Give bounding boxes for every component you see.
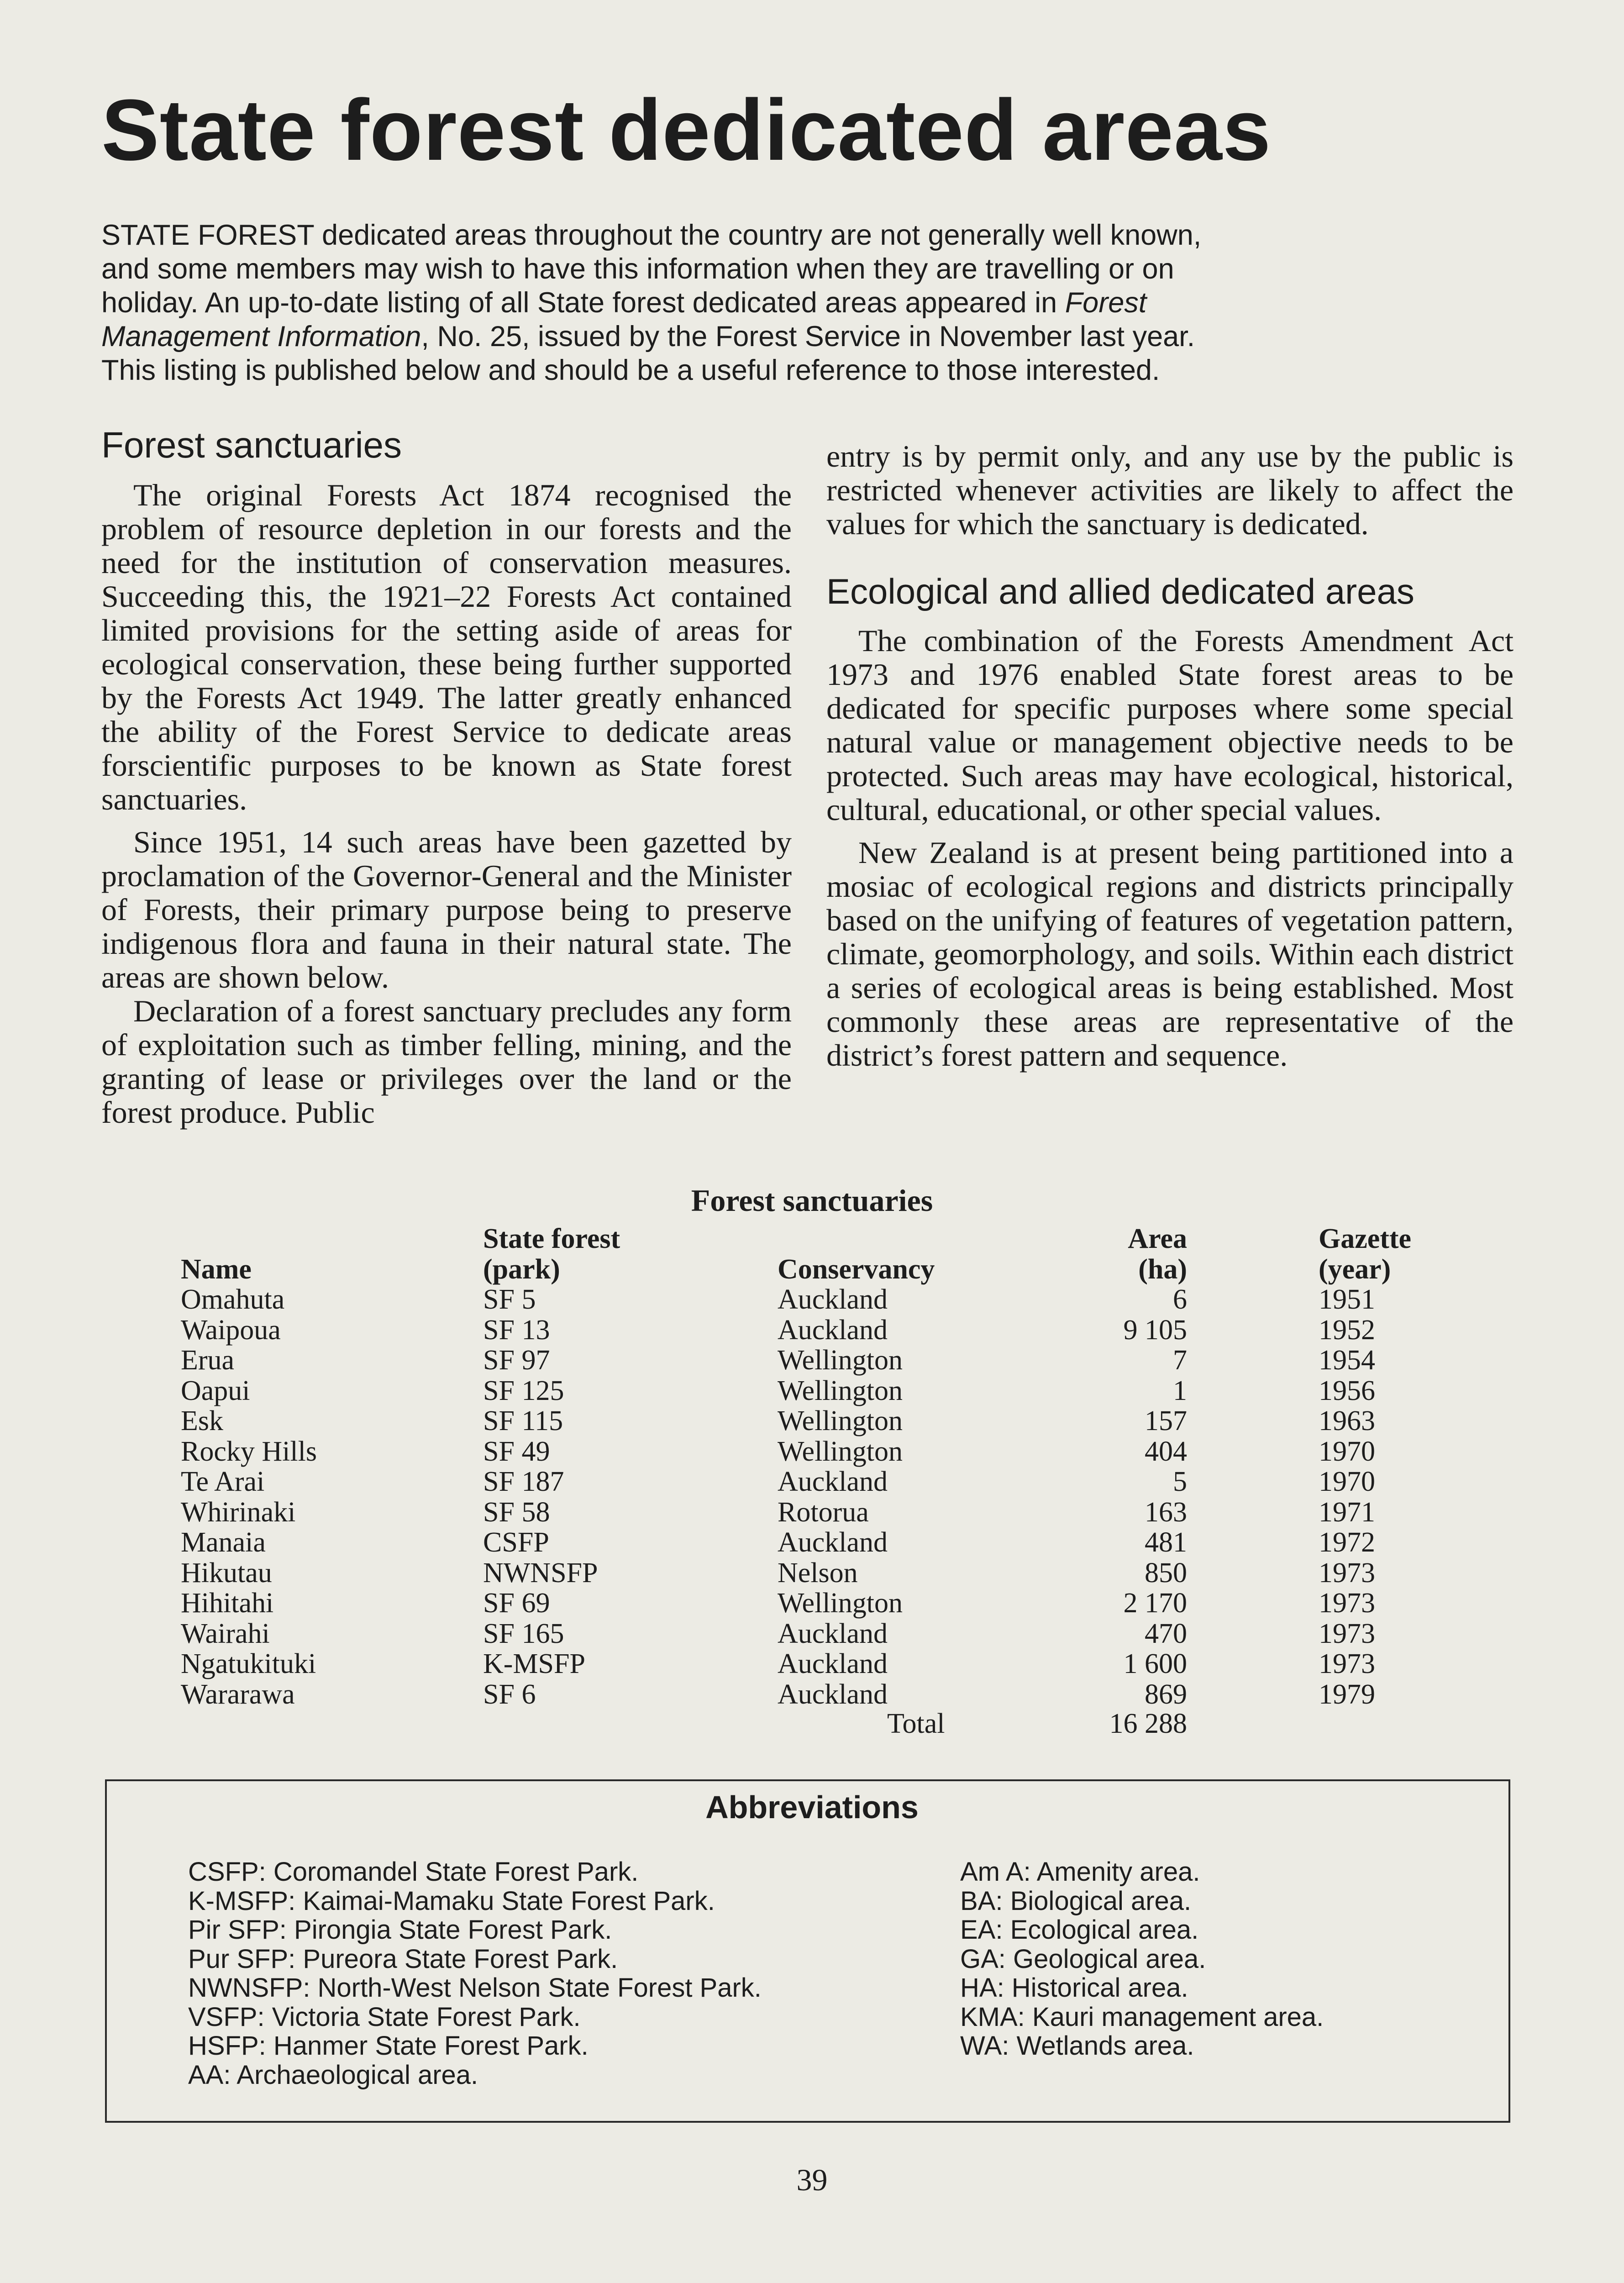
- intro-text-start: STATE FOREST dedicated areas throughout the country are not generally well known, and some members may wish to have this information when they are travelling or on holiday. An up-to-date listing of all State forest dedicated areas appeared in: [101, 219, 1202, 319]
- table-column-forest: [483, 1224, 620, 1710]
- table-cell-area: 470: [1145, 1618, 1187, 1649]
- table-cell-area: 1 600: [1123, 1648, 1187, 1679]
- left-column: [101, 427, 792, 1138]
- table-cell-year: 1954: [1319, 1345, 1375, 1376]
- table-cell-area: 869: [1145, 1678, 1187, 1710]
- table-cell-name: Esk: [181, 1405, 223, 1436]
- abbreviation-item: KMA: Kauri management area.: [960, 2002, 1324, 2032]
- table-cell-forest: CSFP: [483, 1527, 549, 1558]
- table-cell-conservancy: Auckland: [778, 1284, 888, 1315]
- table-cell-year: 1970: [1319, 1466, 1375, 1497]
- abbreviations-left-list: [188, 1857, 762, 2089]
- table-cell-conservancy: Wellington: [778, 1405, 903, 1436]
- table-cell-year: 1963: [1319, 1405, 1375, 1436]
- table-header-area-line2: (ha): [1138, 1253, 1187, 1285]
- table-cell-year: 1979: [1319, 1678, 1375, 1710]
- table-cell-name: Whirinaki: [181, 1496, 296, 1528]
- table-total-label: Total: [887, 1708, 945, 1739]
- table-cell-name: Rocky Hills: [181, 1436, 317, 1467]
- table-cell-forest: SF 125: [483, 1375, 564, 1406]
- table-cell-area: 1: [1173, 1375, 1187, 1406]
- table-cell-name: Wairahi: [181, 1618, 270, 1649]
- table-cell-conservancy: Wellington: [778, 1345, 903, 1376]
- abbreviation-item: WA: Wetlands area.: [960, 2031, 1194, 2061]
- section-heading-sanctuaries: Forest sanctuaries: [101, 425, 402, 465]
- table-cell-name: Erua: [181, 1345, 235, 1376]
- table-cell-conservancy: Wellington: [778, 1588, 903, 1619]
- abbreviation-item: BA: Biological area.: [960, 1886, 1192, 1916]
- table-cell-area: 7: [1173, 1345, 1187, 1376]
- table-cell-year: 1956: [1319, 1375, 1375, 1406]
- table-title: Forest sanctuaries: [691, 1183, 933, 1218]
- intro-text-end: , No. 25, issued by the Forest Service in November last year. This listing is published below and should be a useful reference to those interested.: [101, 321, 1195, 386]
- table-total-value: 16 288: [1109, 1708, 1187, 1739]
- table-cell-conservancy: Wellington: [778, 1436, 903, 1467]
- table-cell-forest: SF 187: [483, 1466, 564, 1497]
- table-cell-forest: SF 13: [483, 1314, 550, 1346]
- table-cell-conservancy: Wellington: [778, 1375, 903, 1406]
- abbreviations-right-list: [960, 1857, 1324, 2061]
- right-column: [826, 439, 1514, 1081]
- abbreviation-item: K-MSFP: Kaimai-Mamaku State Forest Park.: [188, 1886, 715, 1916]
- table-cell-year: 1973: [1319, 1557, 1375, 1589]
- table-cell-forest: SF 115: [483, 1405, 563, 1436]
- table-cell-area: 9 105: [1123, 1314, 1187, 1346]
- abbreviation-item: CSFP: Coromandel State Forest Park.: [188, 1857, 639, 1887]
- table-cell-name: Hihitahi: [181, 1588, 274, 1619]
- abbreviation-item: Pir SFP: Pirongia State Forest Park.: [188, 1915, 612, 1945]
- table-cell-area: 481: [1145, 1527, 1187, 1558]
- table-cell-year: 1973: [1319, 1588, 1375, 1619]
- table-cell-area: 163: [1145, 1496, 1187, 1528]
- table-cell-forest: SF 97: [483, 1345, 550, 1376]
- paragraph-gazetted: Since 1951, 14 such areas have been gazetted by proclamation of the Governor-General and the Minister of Forests, their primary purpose being to preserve indigenous flora and fauna in their natural state. The areas are shown below.: [101, 825, 792, 994]
- table-header-conservancy: Conservancy: [778, 1253, 935, 1285]
- table-cell-name: Waipoua: [181, 1314, 281, 1346]
- table-cell-forest: SF 5: [483, 1284, 536, 1315]
- table-cell-forest: K-MSFP: [483, 1648, 585, 1679]
- table-cell-forest: SF 58: [483, 1496, 550, 1528]
- table-column-gazette: [1319, 1224, 1411, 1710]
- table-cell-name: Wararawa: [181, 1678, 295, 1710]
- table-column-area: [1096, 1224, 1187, 1710]
- table-cell-forest: SF 6: [483, 1678, 536, 1710]
- table-cell-forest: SF 69: [483, 1588, 550, 1619]
- page-title: State forest dedicated areas: [101, 82, 1272, 179]
- page-number: 39: [796, 2162, 828, 2197]
- table-cell-name: Te Arai: [181, 1466, 265, 1497]
- table-cell-year: 1970: [1319, 1436, 1375, 1467]
- table-cell-area: 850: [1145, 1557, 1187, 1589]
- table-cell-year: 1971: [1319, 1496, 1375, 1528]
- abbreviations-title: Abbreviations: [705, 1789, 919, 1825]
- table-header-forest-line2: (park): [483, 1253, 560, 1285]
- table-cell-year: 1973: [1319, 1618, 1375, 1649]
- table-cell-year: 1951: [1319, 1284, 1375, 1315]
- abbreviation-item: Am A: Amenity area.: [960, 1857, 1200, 1887]
- table-cell-conservancy: Auckland: [778, 1618, 888, 1649]
- table-cell-name: Oapui: [181, 1375, 250, 1406]
- table-cell-conservancy: Auckland: [778, 1678, 888, 1710]
- table-cell-name: Omahuta: [181, 1284, 285, 1315]
- table-cell-year: 1973: [1319, 1648, 1375, 1679]
- table-cell-year: 1952: [1319, 1314, 1375, 1346]
- abbreviation-item: HSFP: Hanmer State Forest Park.: [188, 2031, 589, 2061]
- abbreviation-item: GA: Geological area.: [960, 1944, 1206, 1974]
- table-cell-forest: SF 165: [483, 1618, 564, 1649]
- table-header-name: Name: [181, 1253, 252, 1285]
- abbreviation-item: NWNSFP: North-West Nelson State Forest Park.: [188, 1973, 762, 2003]
- paragraph-declaration: Declaration of a forest sanctuary precludes any form of exploitation such as timber felling, mining, and the granting of lease or privileges over the land or the forest produce. Public: [101, 994, 792, 1130]
- table-header-area-line1: Area: [1128, 1223, 1187, 1254]
- table-cell-area: 157: [1145, 1405, 1187, 1436]
- paragraph-regions: New Zealand is at present being partitioned into a mosiac of ecological regions and districts principally based on the unifying of features of vegetation pattern, climate, geomorphology, and soils. Within each district a series of ecological areas is being established. Most commonly these areas are representative of the district’s forest pattern and sequence.: [826, 835, 1514, 1073]
- section-heading-ecological: Ecological and allied dedicated areas: [826, 571, 1414, 611]
- intro-publication-title: Forest Management Information: [101, 287, 1147, 352]
- table-cell-conservancy: Nelson: [778, 1557, 858, 1589]
- table-cell-name: Manaia: [181, 1527, 266, 1558]
- table-cell-area: 5: [1173, 1466, 1187, 1497]
- table-column-conservancy: [778, 1224, 935, 1710]
- table-cell-area: 404: [1145, 1436, 1187, 1467]
- table-cell-area: 2 170: [1123, 1588, 1187, 1619]
- paragraph-history: The original Forests Act 1874 recognised the problem of resource depletion in our forests and the need for the institution of conservation measures. Succeeding this, the 1921–22 Forests Act contained limited provisions for the setting aside of areas for ecological conservation, these being further supported by the Forests Act 1949. The latter greatly enhanced the ability of the Forest Service to dedicate areas forscientific purposes to be known as State forest sanctuaries.: [101, 478, 792, 816]
- table-cell-year: 1972: [1319, 1527, 1375, 1558]
- table-cell-conservancy: Auckland: [778, 1314, 888, 1346]
- table-header-gazette-line1: Gazette: [1319, 1223, 1412, 1254]
- abbreviation-item: HA: Historical area.: [960, 1973, 1188, 2003]
- intro-paragraph: [101, 218, 1234, 387]
- table-cell-forest: SF 49: [483, 1436, 550, 1467]
- abbreviation-item: VSFP: Victoria State Forest Park.: [188, 2002, 581, 2032]
- table-cell-conservancy: Auckland: [778, 1466, 888, 1497]
- paragraph-amendment: The combination of the Forests Amendment Act 1973 and 1976 enabled State forest areas to be dedicated for specific purposes where some special natural value or management objective needs to be protected. Such areas may have ecological, historical, cultural, educational, or other special values.: [826, 623, 1514, 827]
- abbreviation-item: Pur SFP: Pureora State Forest Park.: [188, 1944, 618, 1974]
- table-cell-area: 6: [1173, 1284, 1187, 1315]
- abbreviation-item: EA: Ecological area.: [960, 1915, 1199, 1945]
- table-header-forest-line1: State forest: [483, 1223, 620, 1254]
- table-cell-name: Ngatukituki: [181, 1648, 316, 1679]
- abbreviation-item: AA: Archaeological area.: [188, 2060, 478, 2090]
- table-cell-conservancy: Rotorua: [778, 1496, 869, 1528]
- table-cell-conservancy: Auckland: [778, 1648, 888, 1679]
- table-header-gazette-line2: (year): [1319, 1253, 1391, 1285]
- table-cell-forest: NWNSFP: [483, 1557, 598, 1589]
- table-cell-name: Hikutau: [181, 1557, 272, 1589]
- table-cell-conservancy: Auckland: [778, 1527, 888, 1558]
- paragraph-declaration-cont: entry is by permit only, and any use by the public is restricted whenever activities are likely to affect the values for which the sanctuary is dedicated.: [826, 439, 1514, 541]
- table-column-name: [181, 1224, 317, 1710]
